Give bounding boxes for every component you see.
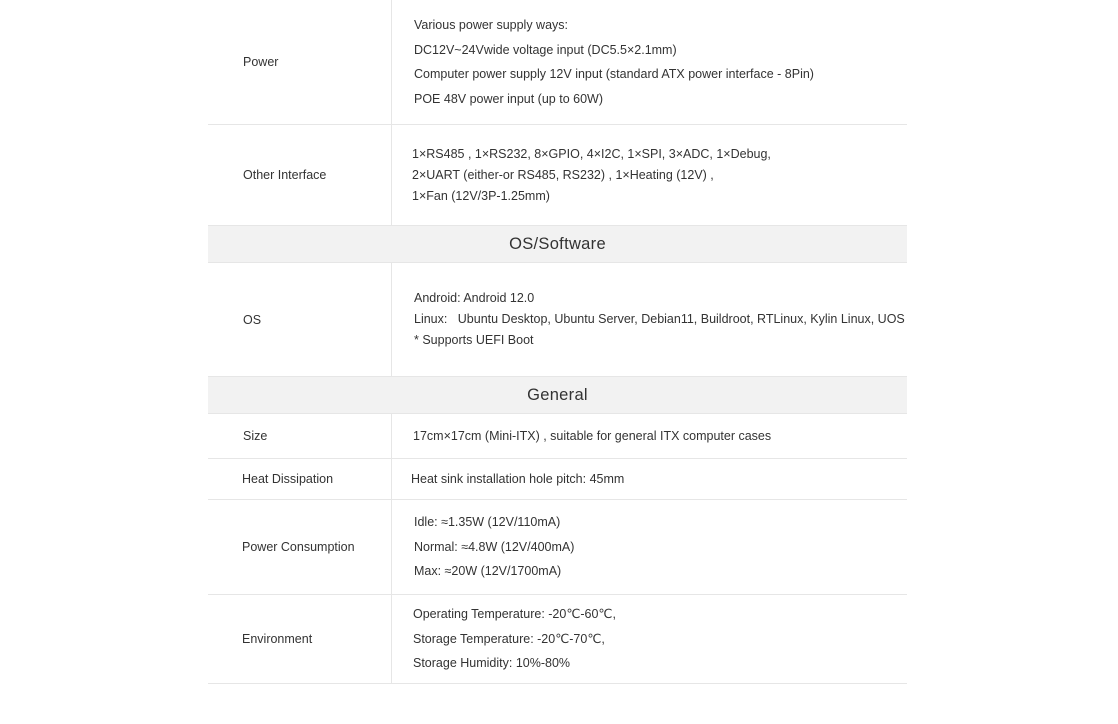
spec-row-power-consumption — [208, 500, 907, 595]
spec-label: Other Interface — [208, 125, 392, 225]
spec-row-heat-dissipation — [208, 459, 907, 500]
spec-value-line: DC12V~24Vwide voltage input (DC5.5×2.1mm) — [414, 42, 677, 57]
spec-value-line: Storage Temperature: -20℃-70℃, — [413, 631, 605, 646]
spec-value-line: Various power supply ways: — [414, 18, 569, 32]
spec-value-line: 2×UART (either-or RS485, RS232) , 1×Heating (12V) , — [412, 167, 714, 182]
spec-value-line: Heat sink installation hole pitch: 45mm — [411, 472, 625, 486]
spec-row-environment — [208, 595, 907, 684]
spec-row-power — [208, 0, 907, 125]
spec-label: Size — [208, 414, 392, 458]
spec-row-size — [208, 414, 907, 459]
spec-label: Power — [208, 0, 392, 124]
spec-value-line: Operating Temperature: -20℃-60℃, — [413, 607, 616, 622]
spec-value-line: Storage Humidity: 10%-80% — [413, 656, 571, 671]
spec-value-line: 1×RS485 , 1×RS232, 8×GPIO, 4×I2C, 1×SPI, 3×ADC, 1×Debug, — [412, 146, 771, 161]
spec-value-line: * Supports UEFI Boot — [414, 333, 534, 347]
spec-value — [392, 595, 907, 683]
spec-value — [392, 0, 907, 124]
spec-value-line: Idle: ≈1.35W (12V/110mA) — [414, 515, 561, 530]
section-heading-general: General — [208, 377, 907, 414]
spec-row-os — [208, 263, 907, 377]
spec-value — [392, 459, 907, 499]
spec-value-line: Linux: Ubuntu Desktop, Ubuntu Server, Debian11, Buildroot, RTLinux, Kylin Linux, UOS — [414, 312, 905, 326]
spec-value-line: Android: Android 12.0 — [414, 291, 535, 305]
spec-table — [208, 0, 907, 684]
section-heading-os-software: OS/Software — [208, 226, 907, 263]
spec-value-line: POE 48V power input (up to 60W) — [414, 91, 603, 106]
spec-value-line: 17cm×17cm (Mini-ITX) , suitable for general ITX computer cases — [413, 429, 772, 443]
spec-value — [392, 500, 907, 594]
spec-label: Power Consumption — [208, 500, 392, 594]
spec-label: Environment — [208, 595, 392, 683]
spec-value-line: Normal: ≈4.8W (12V/400mA) — [414, 539, 575, 554]
spec-row-other-interface — [208, 125, 907, 226]
spec-value — [392, 414, 907, 458]
spec-value-line: Computer power supply 12V input (standard ATX power interface - 8Pin) — [414, 67, 814, 81]
spec-value-line: 1×Fan (12V/3P-1.25mm) — [412, 188, 550, 203]
spec-label: Heat Dissipation — [208, 459, 392, 499]
spec-value — [392, 263, 907, 376]
spec-label: OS — [208, 263, 392, 376]
spec-value-line: Max: ≈20W (12V/1700mA) — [414, 564, 562, 579]
spec-value — [392, 125, 907, 225]
